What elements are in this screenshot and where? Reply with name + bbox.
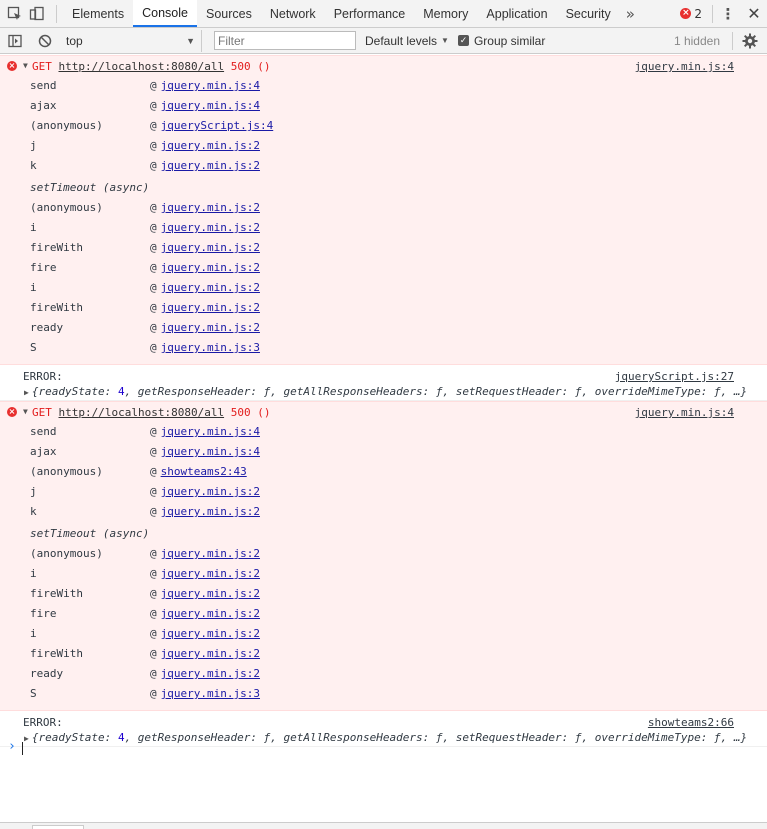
frame-function: fireWith: [30, 241, 83, 254]
tab-elements[interactable]: Elements: [72, 6, 125, 21]
expand-triangle-icon[interactable]: ▼: [23, 61, 28, 70]
stack-frame: [0, 462, 767, 482]
log-object-preview[interactable]: [24, 385, 747, 398]
frame-at: @: [150, 201, 157, 214]
frame-source-link[interactable]: jquery.min.js:3: [160, 687, 260, 700]
error-header[interactable]: [0, 56, 767, 76]
frame-source-link[interactable]: jquery.min.js:4: [160, 445, 260, 458]
async-label: setTimeout (async): [30, 181, 150, 194]
tab-sources[interactable]: Sources: [205, 6, 252, 21]
frame-function: ajax: [30, 99, 57, 112]
expand-caret-icon[interactable]: ▶: [24, 734, 29, 743]
frame-source-link[interactable]: jquery.min.js:2: [160, 261, 260, 274]
execution-context-select[interactable]: [60, 30, 202, 52]
stack-frame: [0, 318, 767, 338]
device-toolbar-icon[interactable]: [26, 3, 48, 25]
stack-frame: [0, 442, 767, 462]
object-brace: {: [31, 731, 39, 744]
frame-function: fireWith: [30, 647, 83, 660]
object-key: readyState:: [38, 385, 118, 398]
frame-source-link[interactable]: jquery.min.js:4: [160, 79, 260, 92]
error-text: [32, 60, 270, 73]
source-link[interactable]: jquery.min.js:4: [634, 406, 734, 419]
checkbox-checked-icon[interactable]: ✓: [459, 35, 468, 45]
stack-frame: [0, 564, 767, 584]
frame-source-link[interactable]: jquery.min.js:2: [160, 139, 260, 152]
frame-source-link[interactable]: showteams2:43: [160, 465, 247, 478]
frame-function: i: [30, 281, 37, 294]
frame-at: @: [150, 341, 157, 354]
toolbar-divider: [56, 5, 57, 23]
frame-at: @: [150, 139, 157, 152]
frame-at: @: [150, 119, 157, 132]
frame-at: @: [150, 99, 157, 112]
object-rest: , getResponseHeader: ƒ, getAllResponseHeaders: ƒ, setRequestHeader: ƒ, overrideMimeType: ƒ, …}: [124, 731, 748, 744]
object-value: 4: [117, 385, 125, 398]
tab-security[interactable]: Security: [565, 6, 611, 21]
frame-at: @: [150, 587, 157, 600]
context-value: top: [66, 33, 83, 48]
frame-function: ajax: [30, 445, 57, 458]
chevron-down-icon: ▼: [186, 35, 195, 46]
frame-at: @: [150, 425, 157, 438]
toolbar-divider: [712, 5, 713, 23]
frame-source-link[interactable]: jquery.min.js:2: [160, 587, 260, 600]
frame-function: S: [30, 341, 37, 354]
error-header[interactable]: [0, 402, 767, 422]
frame-at: @: [150, 485, 157, 498]
more-tabs-icon[interactable]: »: [625, 4, 635, 23]
show-sidebar-icon[interactable]: [4, 30, 26, 52]
stack-frame: [0, 218, 767, 238]
frame-at: @: [150, 505, 157, 518]
object-brace: {: [31, 385, 39, 398]
frame-at: @: [150, 465, 157, 478]
stack-frame: [0, 156, 767, 176]
frame-function: ready: [30, 321, 64, 334]
stack-frame: [0, 644, 767, 664]
stack-frame: [0, 422, 767, 442]
source-link[interactable]: jquery.min.js:4: [634, 60, 734, 73]
error-count: 2: [694, 6, 702, 21]
frame-at: @: [150, 241, 157, 254]
frame-at: @: [150, 607, 157, 620]
frame-function: fireWith: [30, 587, 83, 600]
error-counter[interactable]: [672, 7, 710, 21]
frame-source-link[interactable]: jquery.min.js:4: [160, 99, 260, 112]
tab-network[interactable]: Network: [269, 6, 316, 21]
stack-frame: [0, 684, 767, 710]
frame-function: (anonymous): [30, 119, 103, 132]
prompt-chevron-icon: ›: [8, 739, 16, 754]
frame-source-link[interactable]: jquery.min.js:2: [160, 321, 260, 334]
frame-source-link[interactable]: jquery.min.js:3: [160, 341, 260, 354]
source-link[interactable]: jqueryScript.js:27: [614, 370, 734, 383]
error-icon: ×: [8, 61, 16, 70]
frame-function: j: [30, 485, 37, 498]
tab-application[interactable]: Application: [486, 6, 548, 21]
frame-at: @: [150, 667, 157, 680]
error-icon: ×: [682, 8, 690, 18]
frame-function: j: [30, 139, 37, 152]
stack-frame: [0, 258, 767, 278]
text-cursor: [22, 742, 23, 755]
clear-console-icon[interactable]: [34, 30, 56, 52]
tab-console[interactable]: Console: [133, 0, 197, 27]
stack-frame: [0, 584, 767, 604]
frame-at: @: [150, 567, 157, 580]
async-label: setTimeout (async): [30, 527, 150, 540]
frame-function: ready: [30, 667, 64, 680]
close-devtools-icon[interactable]: ✕: [747, 4, 761, 23]
stack-frame: [0, 544, 767, 564]
object-value: 4: [117, 731, 125, 744]
frame-source-link[interactable]: jquery.min.js:2: [160, 547, 260, 560]
stack-frame: [0, 338, 767, 364]
response-status: 500 (): [230, 60, 271, 73]
frame-source-link[interactable]: jquery.min.js:2: [160, 281, 260, 294]
network-error-message: [0, 55, 767, 365]
frame-at: @: [150, 687, 157, 700]
log-label: ERROR:: [23, 716, 63, 729]
frame-at: @: [150, 281, 157, 294]
stack-frame: [0, 136, 767, 156]
async-boundary: [0, 176, 767, 198]
frame-function: k: [30, 505, 37, 518]
frame-function: send: [30, 425, 57, 438]
stack-frame: [0, 664, 767, 684]
console-settings-icon[interactable]: [739, 30, 761, 52]
frame-function: (anonymous): [30, 465, 103, 478]
levels-label: Default levels: [365, 33, 438, 48]
stack-frame: [0, 604, 767, 624]
frame-function: fireWith: [30, 301, 83, 314]
frame-source-link[interactable]: jquery.min.js:2: [160, 159, 260, 172]
frame-source-link[interactable]: jqueryScript.js:4: [160, 119, 274, 132]
console-messages: [0, 55, 767, 747]
object-key: readyState:: [38, 731, 118, 744]
frame-source-link[interactable]: jquery.min.js:2: [160, 301, 260, 314]
chevron-down-icon: ▼: [441, 36, 449, 45]
console-prompt[interactable]: [0, 739, 767, 757]
log-message: [0, 365, 767, 401]
stack-frame: [0, 298, 767, 318]
async-boundary: [0, 522, 767, 544]
frame-function: (anonymous): [30, 201, 103, 214]
frame-function: send: [30, 79, 57, 92]
devtools-tab-bar: [0, 0, 767, 28]
filter-input[interactable]: [214, 31, 356, 50]
stack-frame: [0, 116, 767, 136]
console-toolbar: [0, 28, 767, 54]
more-options-icon[interactable]: ⋮: [720, 4, 736, 23]
hidden-count: 1 hidden: [673, 33, 720, 48]
tab-performance[interactable]: Performance: [333, 6, 406, 21]
frame-at: @: [150, 261, 157, 274]
frame-function: i: [30, 567, 37, 580]
frame-at: @: [150, 647, 157, 660]
frame-function: fire: [30, 261, 57, 274]
object-rest: , getResponseHeader: ƒ, getAllResponseHeaders: ƒ, setRequestHeader: ƒ, overrideMimeType: ƒ, …}: [124, 385, 748, 398]
stack-frame: [0, 624, 767, 644]
stack-frame: [0, 76, 767, 96]
frame-at: @: [150, 301, 157, 314]
expand-caret-icon[interactable]: ▶: [24, 388, 29, 397]
log-label: ERROR:: [23, 370, 63, 383]
source-link[interactable]: showteams2:66: [647, 716, 734, 729]
stack-frame: [0, 482, 767, 502]
frame-source-link[interactable]: jquery.min.js:2: [160, 667, 260, 680]
network-error-message: [0, 401, 767, 711]
frame-source-link[interactable]: jquery.min.js:2: [160, 201, 260, 214]
frame-source-link[interactable]: jquery.min.js:2: [160, 485, 260, 498]
request-url-link[interactable]: http://localhost:8080/all: [58, 406, 225, 419]
toolbar-divider: [732, 32, 733, 50]
frame-source-link[interactable]: jquery.min.js:2: [160, 241, 260, 254]
frame-at: @: [150, 159, 157, 172]
group-similar-label: Group similar: [473, 33, 546, 48]
frame-source-link[interactable]: jquery.min.js:2: [160, 505, 260, 518]
request-url-link[interactable]: http://localhost:8080/all: [58, 60, 225, 73]
expand-triangle-icon[interactable]: ▼: [23, 407, 28, 416]
stack-frame: [0, 278, 767, 298]
frame-at: @: [150, 221, 157, 234]
group-similar-toggle[interactable]: [458, 34, 545, 48]
stack-frame: [0, 502, 767, 522]
frame-function: fire: [30, 607, 57, 620]
frame-at: @: [150, 627, 157, 640]
drawer-tab[interactable]: [32, 825, 84, 829]
request-method: GET: [32, 406, 52, 419]
stack-frame: [0, 96, 767, 116]
frame-function: k: [30, 159, 37, 172]
frame-function: i: [30, 221, 37, 234]
response-status: 500 (): [230, 406, 271, 419]
error-icon: ×: [8, 407, 16, 416]
frame-at: @: [150, 445, 157, 458]
stack-frame: [0, 198, 767, 218]
frame-function: i: [30, 627, 37, 640]
frame-at: @: [150, 547, 157, 560]
frame-source-link[interactable]: jquery.min.js:4: [160, 425, 260, 438]
frame-at: @: [150, 79, 157, 92]
inspect-element-icon[interactable]: [4, 3, 26, 25]
request-method: GET: [32, 60, 52, 73]
error-text: [32, 406, 270, 419]
frame-source-link[interactable]: jquery.min.js:2: [160, 627, 260, 640]
frame-at: @: [150, 321, 157, 334]
frame-source-link[interactable]: jquery.min.js:2: [160, 567, 260, 580]
frame-function: (anonymous): [30, 547, 103, 560]
frame-source-link[interactable]: jquery.min.js:2: [160, 221, 260, 234]
frame-source-link[interactable]: jquery.min.js:2: [160, 647, 260, 660]
tab-memory[interactable]: Memory: [423, 6, 469, 21]
frame-source-link[interactable]: jquery.min.js:2: [160, 607, 260, 620]
log-levels-dropdown[interactable]: [365, 34, 449, 48]
drawer-strip: [0, 822, 767, 829]
stack-frame: [0, 238, 767, 258]
frame-function: S: [30, 687, 37, 700]
